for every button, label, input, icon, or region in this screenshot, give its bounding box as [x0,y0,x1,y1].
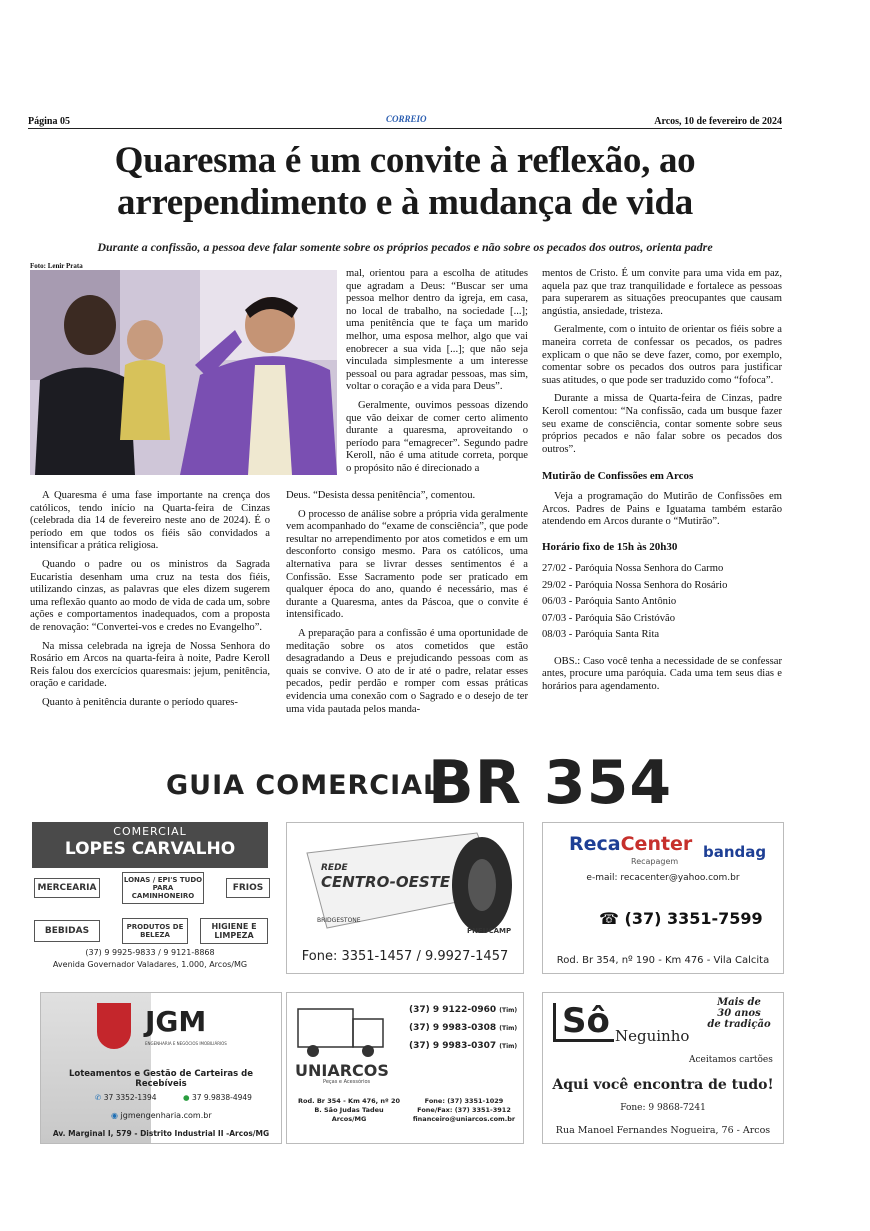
phone-icon: ✆ [95,1093,102,1102]
ad-jgm[interactable] [40,992,282,1144]
paragraph: Quanto à penitência durante o período quares- [42,696,238,708]
jgm-phone2-text: 37 9.9838-4949 [191,1093,252,1102]
so-badge2: 30 anos [717,1008,761,1019]
lopes-phone: (37) 9 9925-9833 / 9 9121-8868 [85,948,215,957]
uni-phone3-text: (37) 9 9983-0307 [409,1041,497,1051]
uni-fone: Fone: (37) 3351-1029 [424,1097,504,1105]
whatsapp-icon: ● [183,1093,190,1102]
uni-contact [407,1097,521,1124]
uni-addr1: Rod. Br 354 - Km 476, nº 20 [297,1097,401,1105]
uni-phone2 [409,1023,517,1033]
so-slogan: Aqui você encontra de tudo! [552,1077,774,1093]
ad-recacenter[interactable] [542,822,784,974]
uni-tim: (Tim) [499,1007,518,1014]
schedule-item: 07/03 - Paróquia São Cristóvão [542,612,675,624]
article-column-2-bottom [286,490,528,722]
uni-phone2-text: (37) 9 9983-0308 [409,1023,497,1033]
lopes-name: LOPES CARVALHO [64,839,236,859]
lopes-address: Avenida Governador Valadares, 1.000, Arcos/MG [52,960,248,969]
paragraph: A Quaresma é uma fase importante na crença dos católicos, tendo início na Quarta-feira de Cinzas (celebrada dia 14 de fevereiro neste ano de 2024). É o período em que todos os fiéis são convidados a intensificar a prática religiosa. [30,490,270,552]
title-line-2: arrependimento e à mudança de vida [117,182,693,223]
so-address: Rua Manoel Fernandes Nogueira, 76 - Arcos [555,1125,771,1136]
centro-brand2: PNEUCAMP [467,927,512,935]
article-column-2-top [346,268,528,482]
jgm-phone2 [183,1093,252,1102]
jgm-tag: ENGENHARIA E NEGÓCIOS IMOBILIÁRIOS [145,1041,227,1046]
paragraph: mal, orientou para a escolha de atitudes que agradam a Deus: “Buscar ser uma pessoa melhor dentro da igreja, em casa, no local de trabalho, na sociedade [...]; uma penitência que te faça um marido melhor, uma esposa melhor, algo que vai enobrecer a sua vida [...]; que não seja vinculada simplesmente a um interesse pessoal ou para agradar pessoas, mas sim, voltar o coração e a vida para Deus”. [346,268,528,393]
paragraph: Geralmente, com o intuito de orientar os fiéis sobre a maneira correta de confessar os pecados, os padres explicam o que não se deve fazer, como, por exemplo, comentar sobre os pecados dos outros para justificar suas atitudes, o que pode ser traduzido como “fofoca”. [542,324,782,386]
article-subtitle: Durante a confissão, a pessoa deve falar somente sobre os próprios pecados e não sobre os pecados dos outros, orienta padre [97,240,713,254]
horario-heading: Horário fixo de 15h às 20h30 [542,540,678,553]
so-badge3: de tradição [707,1019,771,1030]
uni-email: financeiro@uniarcos.com.br [412,1115,516,1123]
newspaper-logo: CORREIO [386,114,427,124]
title-line-1: Quaresma é um convite à reflexão, ao [114,140,696,181]
header-rule [28,128,782,129]
schedule-item: 06/03 - Paróquia Santo Antônio [542,596,677,608]
lopes-top: COMERCIAL [113,825,187,838]
paragraph: mentos de Cristo. É um convite para uma vida em paz, aquela paz que traz tranquilidade e fortalece as pessoas para superarem as situações preocupantes que causam angústia, ansiedade, tristeza. [542,268,782,317]
edition-date: Arcos, 10 de fevereiro de 2024 [654,116,782,127]
lopes-header [32,822,268,868]
jgm-address: Av. Marginal I, 579 - Distrito Industrial II -Arcos/MG [52,1129,270,1138]
photo-illustration [30,270,337,475]
truck-icon [293,999,393,1059]
paragraph: Na missa celebrada na igreja de Nossa Senhora do Rosário em Arcos na quarta-feira à noite, Padre Keroll Reis falou dos exercícios quaresmais: jejum, penitência, oração e caridade. [30,640,270,690]
article-column-3 [542,268,782,700]
centro-line1: REDE [321,863,348,873]
uni-phone3 [409,1041,517,1051]
reca-email: e-mail: recacenter@yahoo.com.br [586,873,740,883]
reca-phone-row [599,909,763,928]
lopes-mercearia: MERCEARIA [34,878,100,898]
jgm-phone1 [95,1093,157,1102]
paragraph: A preparação para a confissão é uma oportunidade de meditação sobre os atos cometidos que estão desagradando a Deus e prejudicando pessoas com as quais se convive. O ato de ir até o padre, relatar esses pecados, pedir perdão e romper com essas práticas evidencia uma conexão com o Sagrado e o desejo de ter uma vida pautada pelos manda- [286,627,528,715]
ad-lopes-carvalho[interactable] [30,822,270,972]
jgm-headline: Loteamentos e Gestão de Carteiras de Recebíveis [68,1069,254,1089]
mutirao-heading: Mutirão de Confissões em Arcos [542,470,694,483]
lopes-bebidas: BEBIDAS [34,920,100,942]
reca-name-b: Center [620,833,693,855]
reca-sub: Recapagem [631,857,679,866]
schedule-item: 08/03 - Paróquia Santa Rita [542,629,660,641]
lopes-frios: FRIOS [226,878,270,898]
so-badge1: Mais de [717,997,761,1008]
centro-line2: CENTRO-OESTE [321,873,451,891]
reca-address: Rod. Br 354, nº 190 - Km 476 - Vila Calcita [556,955,770,966]
so-cards: Aceitamos cartões [689,1055,773,1065]
web-icon: ◉ [111,1111,118,1120]
obs-note: OBS.: Caso você tenha a necessidade de se confessar antes, procure uma paróquia. Cada uma tem seus dias e horários para agendamento. [542,655,782,692]
reca-phone: (37) 3351-7599 [624,909,763,928]
paragraph: Deus. “Desista dessa penitência”, comentou. [286,490,476,501]
uni-phone1-text: (37) 9 9122-0960 [409,1005,497,1015]
lopes-lonas: LONAS / EPI'S TUDO PARA CAMINHONEIRO [122,872,204,904]
guia-label: GUIA COMERCIAL [166,770,442,801]
jgm-bg [41,993,151,1143]
lopes-beleza: PRODUTOS DE BELEZA [122,918,188,944]
jgm-site [111,1111,212,1120]
paragraph: Quando o padre ou os ministros da Sagrada Eucaristia desenham uma cruz na testa dos fiéis, utilizando cinzas, as palavras que eles dizem sugerem uma reflexão quanto ao modo de vida de cada um, sobre ações e comportamentos inadequados, com a proposta de renovação: “Convertei-vos e credes no Evangelho”. [30,558,270,633]
phone-icon: ☎ [599,909,619,928]
paragraph: Durante a missa de Quarta-feira de Cinzas, padre Keroll comentou: “Na confissão, cada um busque fazer seu exame de consciência, contar somente sobre seus próprios pecados e não falar sobre os pecados dos outros”. [542,393,782,455]
jgm-logo-icon [97,1003,131,1049]
jgm-name: JGM [145,1005,207,1038]
uni-phone1 [409,1005,517,1015]
so-phone: Fone: 9 9868-7241 [620,1103,706,1113]
reca-name-a: Reca [569,833,621,855]
guia-comercial-banner [160,748,680,818]
schedule-item: 27/02 - Paróquia Nossa Senhora do Carmo [542,563,724,575]
guia-br354: BR 354 [428,748,673,818]
ad-uniarcos[interactable] [286,992,524,1144]
schedule-item: 29/02 - Paróquia Nossa Senhora do Rosário [542,579,728,591]
paragraph: O processo de análise sobre a própria vida geralmente vem acompanhado do “exame de consciência”, que pode resultar no arrependimento por atos cometidos e em um desconforto consigo mesmo. Para os católicos, uma alternativa para se livrar desses sentimentos é a Confissão. Esse Sacramento pode ser praticado em qualquer época do ano, quando é necessário, mas é durante a Quaresma, antes da Páscoa, que o convite é intensificado. [286,508,528,621]
so-logo: Sô [553,1003,614,1042]
ad-rede-centro-oeste[interactable] [286,822,524,974]
reca-logo [569,833,692,855]
ad-so-neguinho[interactable] [542,992,784,1144]
uni-addr3: Arcos/MG [331,1115,367,1123]
uni-tim: (Tim) [499,1043,518,1050]
article-photo [30,270,337,475]
so-name: Neguinho [615,1027,690,1045]
paragraph: Veja a programação do Mutirão de Confissões em Arcos. Padres de Pains e Iguatama também estarão atendendo em Arcos durante o “Mutirão”. [542,490,782,528]
so-badge [699,997,779,1030]
uni-address [291,1097,407,1124]
uni-addr2: B. São Judas Tadeu [314,1106,384,1114]
jgm-phone1-text: 37 3352-1394 [103,1093,157,1102]
article-column-1 [30,490,270,716]
centro-brand1: BRIDGESTONE [317,917,361,924]
lopes-higiene: HIGIENE E LIMPEZA [200,918,268,944]
uni-tim: (Tim) [499,1025,518,1032]
photo-credit: Foto: Lenir Prata [30,262,83,270]
centro-phone: Fone: 3351-1457 / 9.9927-1457 [301,949,509,964]
paragraph: Geralmente, ouvimos pessoas dizendo que vão deixar de comer certo alimento durante a quaresma, aproveitando o período para “emagrecer”. Segundo padre Keroll, não é uma atitude correta, porque o propósito não é direcionado a [346,399,528,474]
uni-fax: Fone/Fax: (37) 3351-3912 [417,1106,511,1114]
page-number: Página 05 [28,116,70,127]
uni-sub: Peças e Acessórios [323,1079,371,1085]
article-title [28,140,782,224]
reca-brand: bandag [703,843,767,861]
uni-name: UNIARCOS [295,1061,389,1080]
jgm-site-text: jgmengenharia.com.br [120,1111,212,1120]
